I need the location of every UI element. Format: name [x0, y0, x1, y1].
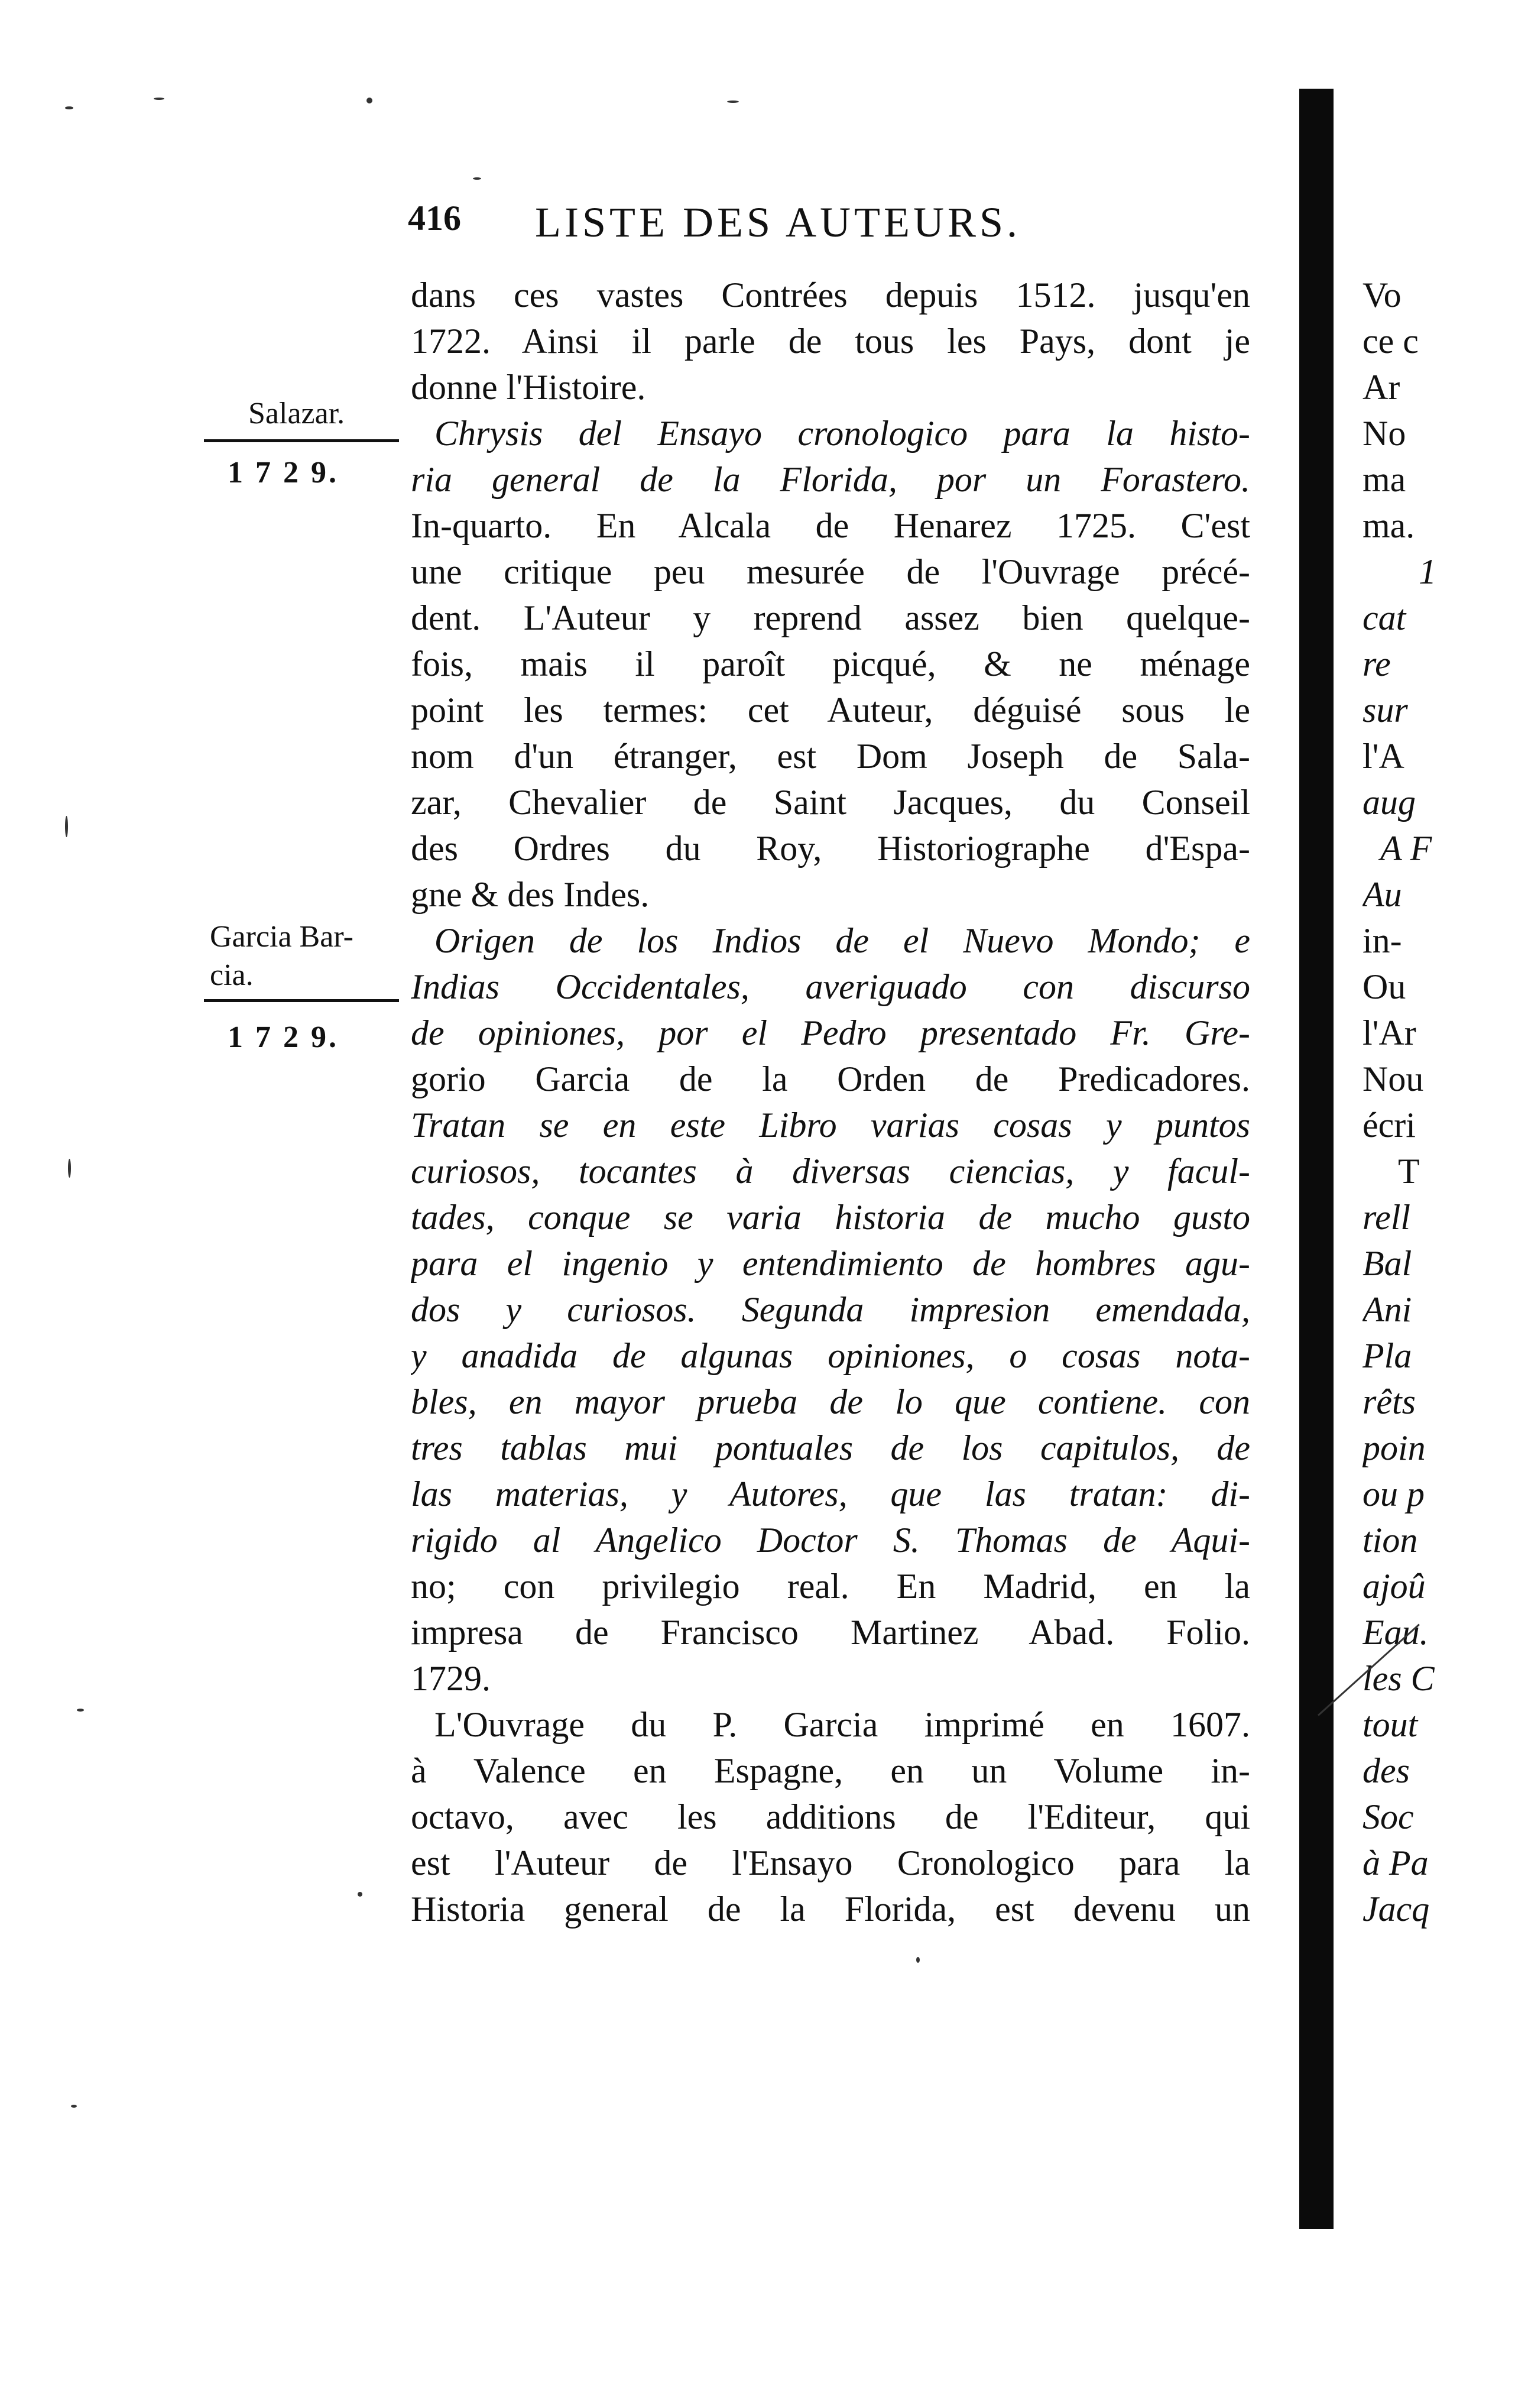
text-line: donne l'Histoire. [411, 368, 646, 407]
running-head-title: LISTE DES AUTEURS. [535, 199, 1021, 246]
text-line: des Ordres du Roy, Historiographe d'Espa- [411, 829, 1250, 868]
facing-page-line: les C [1362, 1659, 1435, 1698]
facing-page-line: l'Ar [1362, 1013, 1416, 1052]
margin-note-garcia-line2: cia. [210, 958, 254, 992]
facing-page-line: Au [1362, 875, 1402, 914]
page-number: 416 [408, 199, 461, 238]
ink-speck [366, 98, 372, 103]
facing-page-line: T [1398, 1152, 1420, 1191]
facing-page-line: rêts [1362, 1382, 1416, 1421]
facing-page-line: Bal [1362, 1244, 1412, 1283]
ink-speck [727, 101, 739, 103]
text-line: dent. L'Auteur y reprend assez bien quelque- [411, 598, 1250, 637]
text-line: une critique peu mesurée de l'Ouvrage précé- [411, 552, 1250, 591]
facing-page-line: tout [1362, 1705, 1418, 1744]
facing-page-line: ma [1362, 460, 1406, 499]
margin-note-year-2: 1 7 2 9. [228, 1020, 339, 1054]
facing-page-line: rell [1362, 1198, 1411, 1237]
text-line: Chrysis del Ensayo cronologico para la histo- [434, 414, 1250, 453]
text-line: 1729. [411, 1659, 491, 1698]
ink-speck [916, 1957, 920, 1963]
margin-note-rule [204, 439, 399, 442]
facing-page-line: ce c [1362, 322, 1419, 361]
ink-speck [71, 2105, 77, 2108]
facing-page-line: Soc [1362, 1797, 1414, 1836]
text-line: dans ces vastes Contrées depuis 1512. jusqu'en [411, 276, 1250, 315]
text-line: bles, en mayor prueba de lo que contiene. con [411, 1382, 1250, 1421]
ink-speck [68, 1159, 71, 1178]
ink-speck [65, 106, 73, 109]
facing-page-line: ou p [1362, 1474, 1425, 1513]
text-line: Tratan se en este Libro varias cosas y puntos [411, 1106, 1250, 1145]
text-line: Historia general de la Florida, est devenu un [411, 1890, 1250, 1929]
margin-note-garcia-line1: Garcia Bar- [210, 920, 353, 954]
text-line: L'Ouvrage du P. Garcia imprimé en 1607. [434, 1705, 1250, 1744]
text-line: gne & des Indes. [411, 875, 650, 914]
text-line: de opiniones, por el Pedro presentado Fr. Gre- [411, 1013, 1250, 1052]
facing-page-line: Eau. [1362, 1613, 1429, 1652]
facing-page-line: Jacq [1362, 1890, 1430, 1929]
ink-speck [77, 1709, 84, 1712]
text-line: impresa de Francisco Martinez Abad. Folio. [411, 1613, 1250, 1652]
facing-page-line: aug [1362, 783, 1416, 822]
ink-speck [358, 1892, 362, 1897]
facing-page-line: Nou [1362, 1059, 1424, 1098]
text-line: Origen de los Indios de el Nuevo Mondo; e [434, 921, 1250, 960]
facing-page-line: in- [1362, 921, 1402, 960]
ink-speck [154, 98, 164, 100]
facing-page-line: Ar [1362, 368, 1400, 407]
text-line: point les termes: cet Auteur, déguisé sous le [411, 691, 1250, 730]
text-line: no; con privilegio real. En Madrid, en la [411, 1567, 1250, 1606]
facing-page-line: l'A [1362, 737, 1404, 776]
facing-page-line: re [1362, 644, 1391, 683]
text-line: curiosos, tocantes à diversas ciencias, y facul- [411, 1152, 1250, 1191]
text-line: para el ingenio y entendimiento de hombres agu- [411, 1244, 1250, 1283]
facing-page-line: A F [1380, 829, 1432, 868]
facing-page-line: cat [1362, 598, 1406, 637]
text-line: las materias, y Autores, que las tratan: di- [411, 1474, 1250, 1513]
text-line: 1722. Ainsi il parle de tous les Pays, dont je [411, 322, 1250, 361]
text-line: tres tablas mui pontuales de los capitulos, de [411, 1428, 1250, 1467]
ink-speck [65, 816, 68, 837]
facing-page-line: à Pa [1362, 1843, 1429, 1882]
text-line: ria general de la Florida, por un Forastero. [411, 460, 1250, 499]
facing-page-line: 1 [1419, 552, 1436, 591]
text-line: est l'Auteur de l'Ensayo Cronologico para la [411, 1843, 1250, 1882]
facing-page-line: Pla [1362, 1336, 1412, 1375]
text-line: In-quarto. En Alcala de Henarez 1725. C'est [411, 506, 1250, 545]
facing-page-line: Ani [1362, 1290, 1412, 1329]
text-line: gorio Garcia de la Orden de Predicadores. [411, 1059, 1250, 1098]
text-line: à Valence en Espagne, en un Volume in- [411, 1751, 1250, 1790]
margin-note-year-1: 1 7 2 9. [228, 456, 339, 490]
text-line: nom d'un étranger, est Dom Joseph de Sala- [411, 737, 1250, 776]
margin-note-salazar: Salazar. [248, 397, 345, 430]
text-line: tades, conque se varia historia de mucho gusto [411, 1198, 1250, 1237]
facing-page-line: tion [1362, 1521, 1418, 1560]
facing-page-line: écri [1362, 1106, 1416, 1145]
facing-page-line: ajoû [1362, 1567, 1426, 1606]
facing-page-line: poin [1362, 1428, 1426, 1467]
margin-note-rule [204, 999, 399, 1002]
text-line: fois, mais il paroît picqué, & ne ménage [411, 644, 1250, 683]
facing-page-line: Vo [1362, 276, 1402, 315]
text-line: Indias Occidentales, averiguado con discurso [411, 967, 1250, 1006]
facing-page-line: ma. [1362, 506, 1415, 545]
text-line: dos y curiosos. Segunda impresion emendada, [411, 1290, 1250, 1329]
facing-page-line: Ou [1362, 967, 1406, 1006]
text-line: y anadida de algunas opiniones, o cosas nota- [411, 1336, 1250, 1375]
text-line: rigido al Angelico Doctor S. Thomas de Aqui- [411, 1521, 1250, 1560]
text-line: octavo, avec les additions de l'Editeur, qui [411, 1797, 1250, 1836]
facing-page-line: No [1362, 414, 1406, 453]
gutter-fold [1299, 89, 1334, 2229]
text-line: zar, Chevalier de Saint Jacques, du Conseil [411, 783, 1250, 822]
facing-page-line: des [1362, 1751, 1410, 1790]
facing-page-line: sur [1362, 691, 1408, 730]
ink-speck [473, 177, 481, 180]
